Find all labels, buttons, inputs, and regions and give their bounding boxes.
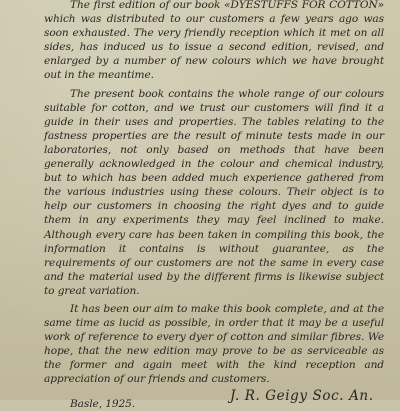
paragraph-1: The first edition of our book «DYESTUFFS FOR COTTON» which was distributed to our customers a few years ago was soon exhausted. The very friendly reception which it met on all sides, has induced us to issue a second edition, revised, and enlarged by a number of new colours which we have brought out in the meantime. bbox=[44, 0, 384, 82]
preface-text bbox=[44, 0, 384, 411]
paragraph-2: The present book contains the whole range of our colours suitable for cotton, and we trust our customers will find it a guide in their uses and properties. The tables relating to the fastness properties are the result of minute tests made in our laboratories, not only based on methods that have been generally acknowledged in the colour and chemical industry, but to which has been added much experience gathered from the various industries using these colours. Their object is to help our customers in choosing the right dyes and to guide them in any experiments they may feel inclined to make. Although every care has been taken in compiling this book, the information it contains is without guarantee, as the requirements of our customers are not the same in every case and the material used by the different firms is likewise subject to great variation. bbox=[44, 87, 384, 297]
signature: J. R. Geigy Soc. An. bbox=[230, 388, 374, 404]
place-date: Basle, 1925. bbox=[70, 397, 136, 410]
paragraph-3: It has been our aim to make this book complete, and at the same time as lucid as possible, in order that it may be a useful work of reference to every dyer of cotton and similar fibres. We hope, that the new edition may prove to be as serviceable as the former and again meet with the kind reception and appreciation of our friends and customers. bbox=[44, 302, 384, 386]
